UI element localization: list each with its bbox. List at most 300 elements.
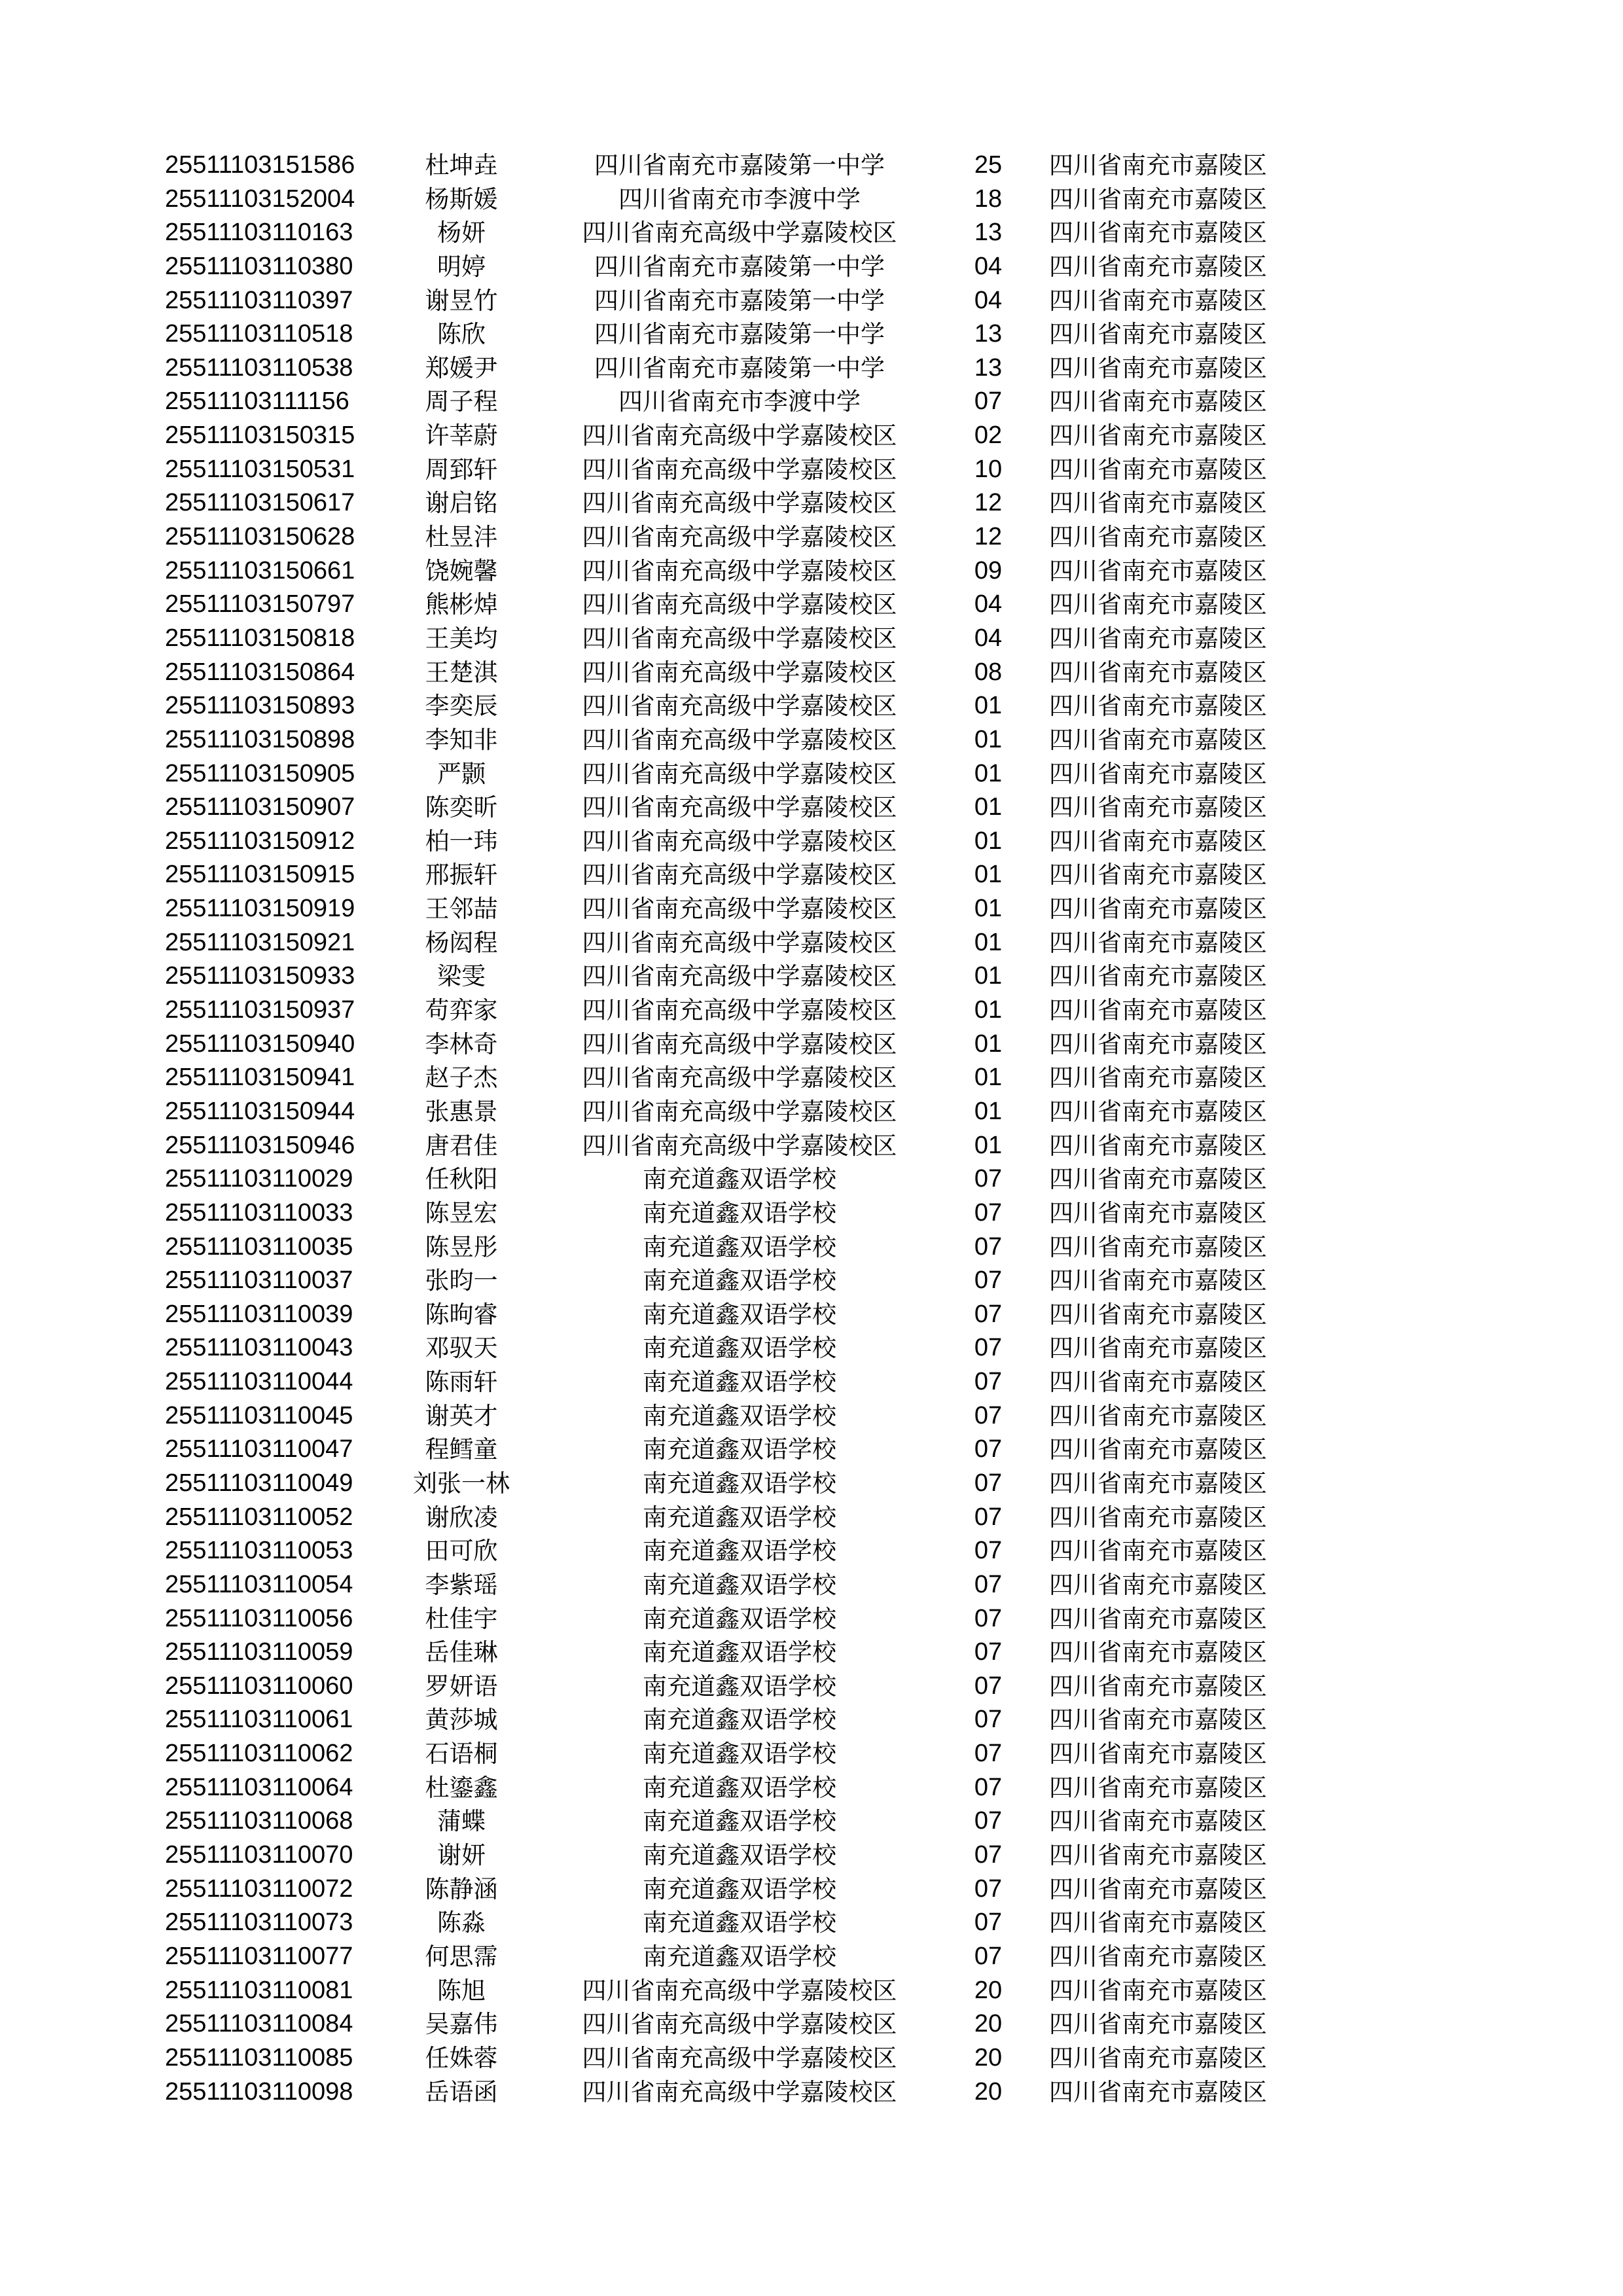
table-row: [0, 1129, 1623, 1163]
class-number-cell: 01: [974, 895, 1003, 923]
student-id-cell: 25511103110045: [165, 1401, 353, 1429]
school-cell: 四川省南充高级中学嘉陵校区: [582, 2010, 897, 2039]
student-id-cell: 25511103110062: [165, 1740, 353, 1768]
district-cell: 四川省南充市嘉陵区: [1049, 455, 1267, 484]
table-row: [0, 2041, 1623, 2075]
student-name-cell: 王美均: [425, 624, 498, 653]
student-id-cell: 25511103150940: [165, 1030, 355, 1058]
district-cell: 四川省南充市嘉陵区: [1049, 827, 1267, 855]
student-id-cell: 25511103110035: [165, 1232, 353, 1261]
school-cell: 四川省南充高级中学嘉陵校区: [582, 793, 897, 822]
student-id-cell: 25511103150933: [165, 962, 355, 990]
student-id-cell: 25511103110518: [165, 320, 353, 348]
table-row: [0, 216, 1623, 250]
class-number-cell: 04: [974, 286, 1003, 314]
student-name-cell: 李知非: [425, 725, 498, 754]
district-cell: 四川省南充市嘉陵区: [1049, 861, 1267, 889]
school-cell: 四川省南充市嘉陵第一中学: [594, 286, 885, 315]
student-id-cell: 25511103110049: [165, 1469, 353, 1497]
district-cell: 四川省南充市嘉陵区: [1049, 692, 1267, 721]
school-cell: 四川省南充高级中学嘉陵校区: [582, 1030, 897, 1058]
student-name-cell: 陈昫睿: [425, 1300, 498, 1329]
table-row: [0, 1230, 1623, 1265]
table-row: [0, 892, 1623, 926]
class-number-cell: 01: [974, 1030, 1003, 1058]
student-id-cell: 25511103110538: [165, 353, 353, 382]
district-cell: 四川省南充市嘉陵区: [1049, 286, 1267, 315]
district-cell: 四川省南充市嘉陵区: [1049, 1266, 1267, 1295]
student-id-cell: 25511103152004: [165, 185, 355, 213]
class-number-cell: 07: [974, 1570, 1003, 1598]
district-cell: 四川省南充市嘉陵区: [1049, 725, 1267, 754]
student-name-cell: 杨斯媛: [425, 185, 498, 213]
student-name-cell: 谢英才: [425, 1401, 498, 1430]
table-row: [0, 1771, 1623, 1805]
school-cell: 南充道鑫双语学校: [643, 1537, 836, 1566]
district-cell: 四川省南充市嘉陵区: [1049, 996, 1267, 1025]
school-cell: 南充道鑫双语学校: [643, 1300, 836, 1329]
school-cell: 四川省南充市李渡中学: [618, 185, 861, 213]
district-cell: 四川省南充市嘉陵区: [1049, 1300, 1267, 1329]
class-number-cell: 07: [974, 1165, 1003, 1193]
school-cell: 南充道鑫双语学校: [643, 1672, 836, 1700]
school-cell: 南充道鑫双语学校: [643, 1469, 836, 1498]
district-cell: 四川省南充市嘉陵区: [1049, 252, 1267, 281]
school-cell: 四川省南充高级中学嘉陵校区: [582, 1097, 897, 1126]
district-cell: 四川省南充市嘉陵区: [1049, 1773, 1267, 1802]
district-cell: 四川省南充市嘉陵区: [1049, 151, 1267, 179]
class-number-cell: 13: [974, 353, 1003, 382]
student-name-cell: 严颢: [437, 759, 486, 788]
district-cell: 四川省南充市嘉陵区: [1049, 1976, 1267, 2005]
district-cell: 四川省南充市嘉陵区: [1049, 219, 1267, 247]
student-name-cell: 吴嘉伟: [425, 2010, 498, 2039]
district-cell: 四川省南充市嘉陵区: [1049, 1570, 1267, 1599]
district-cell: 四川省南充市嘉陵区: [1049, 320, 1267, 349]
student-id-cell: 25511103150617: [165, 489, 355, 517]
student-id-cell: 25511103110098: [165, 2077, 353, 2106]
class-number-cell: 07: [974, 1401, 1003, 1429]
student-name-cell: 任秋阳: [425, 1165, 498, 1194]
student-name-cell: 何思霈: [425, 1942, 498, 1971]
table-row: [0, 1737, 1623, 1771]
student-name-cell: 张昀一: [425, 1266, 498, 1295]
school-cell: 南充道鑫双语学校: [643, 1874, 836, 1903]
class-number-cell: 07: [974, 1435, 1003, 1463]
class-number-cell: 07: [974, 1503, 1003, 1531]
class-number-cell: 01: [974, 1097, 1003, 1125]
class-number-cell: 01: [974, 793, 1003, 821]
student-id-cell: 25511103111156: [165, 387, 349, 416]
student-name-cell: 柏一玮: [425, 827, 498, 855]
table-row: [0, 1095, 1623, 1129]
class-number-cell: 04: [974, 252, 1003, 280]
student-id-cell: 25511103110073: [165, 1909, 353, 1937]
class-number-cell: 12: [974, 523, 1003, 551]
student-id-cell: 25511103150946: [165, 1131, 355, 1159]
student-id-cell: 25511103150531: [165, 455, 355, 483]
student-name-cell: 杜鎏鑫: [425, 1773, 498, 1802]
table-row: [0, 1670, 1623, 1704]
table-row: [0, 1602, 1623, 1636]
school-cell: 南充道鑫双语学校: [643, 1909, 836, 1937]
district-cell: 四川省南充市嘉陵区: [1049, 1064, 1267, 1092]
school-cell: 南充道鑫双语学校: [643, 1604, 836, 1633]
class-number-cell: 09: [974, 556, 1003, 584]
class-number-cell: 07: [974, 1672, 1003, 1700]
table-row: [0, 1298, 1623, 1332]
district-cell: 四川省南充市嘉陵区: [1049, 2077, 1267, 2106]
student-id-cell: 25511103110084: [165, 2010, 353, 2038]
district-cell: 四川省南充市嘉陵区: [1049, 1706, 1267, 1734]
district-cell: 四川省南充市嘉陵区: [1049, 1097, 1267, 1126]
class-number-cell: 04: [974, 624, 1003, 652]
student-id-cell: 25511103150818: [165, 624, 355, 652]
student-name-cell: 杜佳宇: [425, 1604, 498, 1633]
student-name-cell: 岳佳琳: [425, 1638, 498, 1667]
table-row: [0, 1467, 1623, 1501]
student-name-cell: 陈旭: [437, 1976, 486, 2005]
class-number-cell: 07: [974, 1368, 1003, 1396]
class-number-cell: 07: [974, 1232, 1003, 1261]
district-cell: 四川省南充市嘉陵区: [1049, 1503, 1267, 1532]
school-cell: 四川省南充高级中学嘉陵校区: [582, 725, 897, 754]
class-number-cell: 07: [974, 1841, 1003, 1869]
student-name-cell: 罗妍语: [425, 1672, 498, 1700]
school-cell: 四川省南充高级中学嘉陵校区: [582, 523, 897, 552]
class-number-cell: 08: [974, 658, 1003, 686]
school-cell: 四川省南充高级中学嘉陵校区: [582, 455, 897, 484]
district-cell: 四川省南充市嘉陵区: [1049, 793, 1267, 822]
class-number-cell: 07: [974, 1773, 1003, 1801]
student-name-cell: 谢欣凌: [425, 1503, 498, 1532]
table-row: [0, 588, 1623, 622]
district-cell: 四川省南充市嘉陵区: [1049, 590, 1267, 619]
district-cell: 四川省南充市嘉陵区: [1049, 1435, 1267, 1464]
student-name-cell: 陈静涵: [425, 1874, 498, 1903]
district-cell: 四川省南充市嘉陵区: [1049, 1638, 1267, 1667]
table-row: [0, 1365, 1623, 1399]
class-number-cell: 10: [974, 455, 1003, 483]
table-row: [0, 1873, 1623, 1907]
student-name-cell: 李奕辰: [425, 692, 498, 721]
table-row: [0, 723, 1623, 757]
student-id-cell: 25511103110039: [165, 1300, 353, 1328]
student-name-cell: 杜昱沣: [425, 523, 498, 552]
class-number-cell: 07: [974, 1909, 1003, 1937]
student-name-cell: 邓驭天: [425, 1334, 498, 1363]
student-id-cell: 25511103150628: [165, 523, 355, 551]
school-cell: 四川省南充高级中学嘉陵校区: [582, 692, 897, 721]
district-cell: 四川省南充市嘉陵区: [1049, 556, 1267, 585]
table-row: [0, 554, 1623, 588]
student-name-cell: 杨闳程: [425, 928, 498, 957]
table-row: [0, 858, 1623, 892]
student-id-cell: 25511103110072: [165, 1874, 353, 1903]
table-row: [0, 757, 1623, 791]
student-name-cell: 陈雨轩: [425, 1368, 498, 1397]
student-id-cell: 25511103150907: [165, 793, 355, 821]
student-name-cell: 王邻喆: [425, 895, 498, 924]
district-cell: 四川省南充市嘉陵区: [1049, 1740, 1267, 1768]
class-number-cell: 07: [974, 1469, 1003, 1497]
class-number-cell: 07: [974, 1942, 1003, 1970]
table-row: [0, 419, 1623, 453]
class-number-cell: 07: [974, 1198, 1003, 1227]
student-name-cell: 杨妍: [437, 219, 486, 247]
table-row: [0, 250, 1623, 284]
student-name-cell: 邢振轩: [425, 861, 498, 889]
class-number-cell: 07: [974, 1638, 1003, 1666]
class-number-cell: 18: [974, 185, 1003, 213]
table-row: [0, 2075, 1623, 2109]
district-cell: 四川省南充市嘉陵区: [1049, 2043, 1267, 2072]
table-row: [0, 1331, 1623, 1365]
district-cell: 四川省南充市嘉陵区: [1049, 353, 1267, 382]
student-name-cell: 刘张一林: [413, 1469, 510, 1498]
student-name-cell: 杜坤垚: [425, 151, 498, 179]
district-cell: 四川省南充市嘉陵区: [1049, 1537, 1267, 1566]
school-cell: 四川省南充高级中学嘉陵校区: [582, 658, 897, 687]
class-number-cell: 01: [974, 1131, 1003, 1159]
school-cell: 四川省南充高级中学嘉陵校区: [582, 1064, 897, 1092]
district-cell: 四川省南充市嘉陵区: [1049, 1672, 1267, 1700]
student-id-cell: 25511103110047: [165, 1435, 353, 1463]
student-id-cell: 25511103150864: [165, 658, 355, 686]
student-name-cell: 石语桐: [425, 1740, 498, 1768]
school-cell: 四川省南充高级中学嘉陵校区: [582, 219, 897, 247]
district-cell: 四川省南充市嘉陵区: [1049, 1604, 1267, 1633]
student-id-cell: 25511103150893: [165, 692, 355, 720]
student-name-cell: 任姝蓉: [425, 2043, 498, 2072]
district-cell: 四川省南充市嘉陵区: [1049, 1165, 1267, 1194]
student-name-cell: 程鳕童: [425, 1435, 498, 1464]
table-row: [0, 1804, 1623, 1839]
table-row: [0, 1264, 1623, 1298]
table-row: [0, 453, 1623, 487]
student-id-cell: 25511103150944: [165, 1097, 355, 1125]
table-row: [0, 1568, 1623, 1602]
student-name-cell: 田可欣: [425, 1537, 498, 1566]
table-row: [0, 656, 1623, 690]
class-number-cell: 07: [974, 1807, 1003, 1835]
student-id-cell: 25511103110033: [165, 1198, 353, 1227]
student-name-cell: 谢妍: [437, 1841, 486, 1870]
school-cell: 南充道鑫双语学校: [643, 1638, 836, 1667]
table-row: [0, 1534, 1623, 1568]
student-name-cell: 陈昱彤: [425, 1232, 498, 1261]
class-number-cell: 20: [974, 1976, 1003, 2004]
table-row: [0, 1433, 1623, 1467]
district-cell: 四川省南充市嘉陵区: [1049, 1909, 1267, 1937]
student-name-cell: 陈奕昕: [425, 793, 498, 822]
school-cell: 四川省南充高级中学嘉陵校区: [582, 861, 897, 889]
student-name-cell: 苟弈家: [425, 996, 498, 1025]
table-row: [0, 1028, 1623, 1062]
school-cell: 四川省南充市李渡中学: [618, 387, 861, 416]
student-name-cell: 李紫瑶: [425, 1570, 498, 1599]
district-cell: 四川省南充市嘉陵区: [1049, 523, 1267, 552]
class-number-cell: 07: [974, 1266, 1003, 1295]
table-row: [0, 1703, 1623, 1737]
district-cell: 四川省南充市嘉陵区: [1049, 1874, 1267, 1903]
school-cell: 四川省南充高级中学嘉陵校区: [582, 759, 897, 788]
class-number-cell: 01: [974, 827, 1003, 855]
table-row: [0, 791, 1623, 825]
student-name-cell: 岳语函: [425, 2077, 498, 2106]
student-id-cell: 25511103110068: [165, 1807, 353, 1835]
table-row: [0, 2007, 1623, 2041]
class-number-cell: 07: [974, 1537, 1003, 1565]
student-id-cell: 25511103150921: [165, 928, 355, 956]
district-cell: 四川省南充市嘉陵区: [1049, 1334, 1267, 1363]
class-number-cell: 07: [974, 1334, 1003, 1362]
table-row: [0, 1974, 1623, 2008]
class-number-cell: 12: [974, 489, 1003, 517]
district-cell: 四川省南充市嘉陵区: [1049, 1469, 1267, 1498]
district-cell: 四川省南充市嘉陵区: [1049, 185, 1267, 213]
student-id-cell: 25511103110059: [165, 1638, 353, 1666]
school-cell: 南充道鑫双语学校: [643, 1740, 836, 1768]
student-id-cell: 25511103110064: [165, 1773, 353, 1801]
school-cell: 四川省南充市嘉陵第一中学: [594, 252, 885, 281]
school-cell: 四川省南充高级中学嘉陵校区: [582, 489, 897, 518]
student-name-cell: 谢昱竹: [425, 286, 498, 315]
table-row: [0, 1906, 1623, 1940]
student-id-cell: 25511103150912: [165, 827, 355, 855]
district-cell: 四川省南充市嘉陵区: [1049, 1841, 1267, 1870]
school-cell: 南充道鑫双语学校: [643, 1198, 836, 1227]
district-cell: 四川省南充市嘉陵区: [1049, 2010, 1267, 2039]
table-row: [0, 1196, 1623, 1230]
student-id-cell: 25511103110054: [165, 1570, 353, 1598]
table-row: [0, 994, 1623, 1028]
school-cell: 南充道鑫双语学校: [643, 1706, 836, 1734]
table-row: [0, 351, 1623, 386]
class-number-cell: 20: [974, 2010, 1003, 2038]
student-id-cell: 25511103150797: [165, 590, 355, 619]
table-row: [0, 520, 1623, 554]
table-row: [0, 1636, 1623, 1670]
student-id-cell: 25511103110060: [165, 1672, 353, 1700]
school-cell: 南充道鑫双语学校: [643, 1435, 836, 1464]
school-cell: 四川省南充市嘉陵第一中学: [594, 151, 885, 179]
class-number-cell: 07: [974, 1706, 1003, 1734]
school-cell: 南充道鑫双语学校: [643, 1942, 836, 1971]
table-row: [0, 1940, 1623, 1974]
student-name-cell: 熊彬焯: [425, 590, 498, 619]
district-cell: 四川省南充市嘉陵区: [1049, 422, 1267, 450]
student-id-cell: 25511103150941: [165, 1064, 355, 1092]
district-cell: 四川省南充市嘉陵区: [1049, 1942, 1267, 1971]
school-cell: 四川省南充市嘉陵第一中学: [594, 320, 885, 349]
student-id-cell: 25511103110085: [165, 2043, 353, 2072]
school-cell: 四川省南充高级中学嘉陵校区: [582, 1131, 897, 1160]
student-name-cell: 黄莎城: [425, 1706, 498, 1734]
school-cell: 南充道鑫双语学校: [643, 1570, 836, 1599]
student-id-cell: 25511103150915: [165, 861, 355, 889]
student-name-cell: 蒲蝶: [437, 1807, 486, 1836]
roster-table: [0, 149, 1623, 2109]
student-name-cell: 陈淼: [437, 1909, 486, 1937]
student-name-cell: 王楚淇: [425, 658, 498, 687]
district-cell: 四川省南充市嘉陵区: [1049, 895, 1267, 924]
class-number-cell: 20: [974, 2043, 1003, 2072]
student-name-cell: 陈欣: [437, 320, 486, 349]
school-cell: 四川省南充高级中学嘉陵校区: [582, 1976, 897, 2005]
district-cell: 四川省南充市嘉陵区: [1049, 387, 1267, 416]
class-number-cell: 07: [974, 1604, 1003, 1632]
school-cell: 南充道鑫双语学校: [643, 1401, 836, 1430]
school-cell: 南充道鑫双语学校: [643, 1165, 836, 1194]
student-name-cell: 张惠景: [425, 1097, 498, 1126]
class-number-cell: 07: [974, 1740, 1003, 1768]
district-cell: 四川省南充市嘉陵区: [1049, 928, 1267, 957]
student-name-cell: 陈昱宏: [425, 1198, 498, 1227]
school-cell: 南充道鑫双语学校: [643, 1503, 836, 1532]
class-number-cell: 07: [974, 1300, 1003, 1328]
student-id-cell: 25511103110053: [165, 1537, 353, 1565]
student-name-cell: 周子程: [425, 387, 498, 416]
school-cell: 四川省南充高级中学嘉陵校区: [582, 928, 897, 957]
student-id-cell: 25511103110077: [165, 1942, 353, 1970]
school-cell: 南充道鑫双语学校: [643, 1841, 836, 1870]
class-number-cell: 20: [974, 2077, 1003, 2106]
school-cell: 四川省南充高级中学嘉陵校区: [582, 422, 897, 450]
student-id-cell: 25511103110029: [165, 1165, 353, 1193]
district-cell: 四川省南充市嘉陵区: [1049, 1807, 1267, 1836]
district-cell: 四川省南充市嘉陵区: [1049, 1232, 1267, 1261]
student-id-cell: 25511103110043: [165, 1334, 353, 1362]
student-id-cell: 25511103110044: [165, 1368, 353, 1396]
student-name-cell: 饶婉馨: [425, 556, 498, 585]
table-row: [0, 284, 1623, 318]
school-cell: 四川省南充高级中学嘉陵校区: [582, 624, 897, 653]
class-number-cell: 13: [974, 219, 1003, 247]
school-cell: 四川省南充高级中学嘉陵校区: [582, 2077, 897, 2106]
table-row: [0, 1162, 1623, 1196]
table-row: [0, 1399, 1623, 1433]
school-cell: 四川省南充高级中学嘉陵校区: [582, 556, 897, 585]
class-number-cell: 25: [974, 151, 1003, 179]
district-cell: 四川省南充市嘉陵区: [1049, 759, 1267, 788]
student-name-cell: 赵子杰: [425, 1064, 498, 1092]
student-id-cell: 25511103110380: [165, 252, 353, 280]
school-cell: 四川省南充高级中学嘉陵校区: [582, 827, 897, 855]
class-number-cell: 13: [974, 320, 1003, 348]
district-cell: 四川省南充市嘉陵区: [1049, 1198, 1267, 1227]
student-id-cell: 25511103110061: [165, 1706, 353, 1734]
school-cell: 四川省南充高级中学嘉陵校区: [582, 895, 897, 924]
table-row: [0, 825, 1623, 859]
table-row: [0, 926, 1623, 960]
student-name-cell: 梁雯: [437, 962, 486, 991]
table-row: [0, 486, 1623, 520]
table-row: [0, 385, 1623, 419]
student-id-cell: 25511103150919: [165, 895, 355, 923]
table-row: [0, 960, 1623, 994]
class-number-cell: 01: [974, 928, 1003, 956]
class-number-cell: 01: [974, 1064, 1003, 1092]
class-number-cell: 07: [974, 1874, 1003, 1903]
school-cell: 四川省南充市嘉陵第一中学: [594, 353, 885, 382]
district-cell: 四川省南充市嘉陵区: [1049, 658, 1267, 687]
table-row: [0, 1061, 1623, 1095]
class-number-cell: 01: [974, 962, 1003, 990]
school-cell: 南充道鑫双语学校: [643, 1807, 836, 1836]
student-id-cell: 25511103151586: [165, 151, 355, 179]
class-number-cell: 01: [974, 861, 1003, 889]
